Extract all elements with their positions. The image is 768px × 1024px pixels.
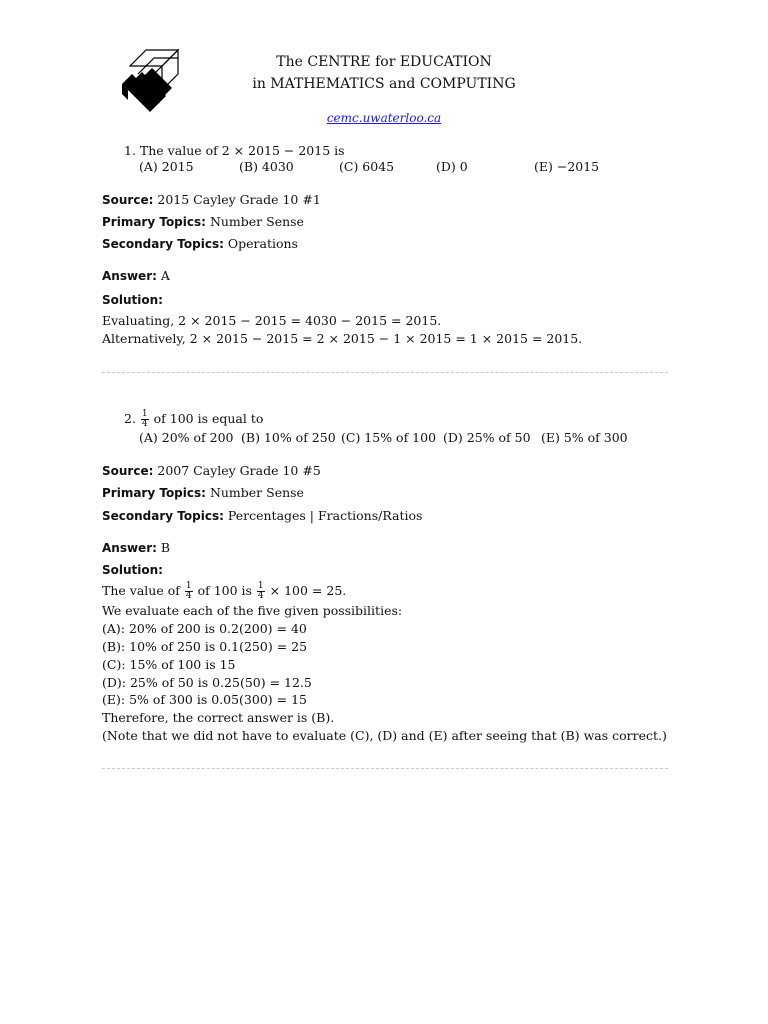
source-value: 2007 Cayley Grade 10 #5 xyxy=(157,463,321,478)
solution-line: (B): 10% of 250 is 0.1(250) = 25 xyxy=(102,639,308,654)
secondary-topics-label: Secondary Topics: xyxy=(102,237,224,251)
option-a: (A) 2015 xyxy=(139,159,194,174)
answer-label: Answer: xyxy=(102,269,157,283)
fraction-denominator: 4 xyxy=(141,419,148,429)
fraction-numerator: 1 xyxy=(257,581,264,591)
answer-value: B xyxy=(160,540,171,555)
source-row xyxy=(102,192,321,207)
option-d: (D) 25% of 50 xyxy=(443,430,531,445)
primary-topics-label: Primary Topics: xyxy=(102,215,206,229)
answer-row xyxy=(102,540,170,555)
problem-2-stem xyxy=(124,410,263,429)
primary-topics-row xyxy=(102,485,304,500)
option-b: (B) 4030 xyxy=(239,159,294,174)
primary-topics-value: Number Sense xyxy=(209,214,304,229)
solution-line: We evaluate each of the five given possibilities: xyxy=(102,603,403,618)
solution-label-row xyxy=(102,562,163,577)
section-divider xyxy=(102,372,668,373)
source-label: Source: xyxy=(102,464,154,478)
option-a: (A) 20% of 200 xyxy=(139,430,234,445)
solution-line: (A): 20% of 200 is 0.2(200) = 40 xyxy=(102,621,307,636)
option-b: (B) 10% of 250 xyxy=(241,430,336,445)
solution-label: Solution: xyxy=(102,563,163,577)
option-d: (D) 0 xyxy=(436,159,468,174)
option-c: (C) 15% of 100 xyxy=(341,430,437,445)
solution-line: Therefore, the correct answer is (B). xyxy=(102,710,335,725)
org-name-line1: The CENTRE for EDUCATION xyxy=(276,54,492,70)
solution-label: Solution: xyxy=(102,293,163,307)
problem-text: of 100 is equal to xyxy=(153,411,264,426)
solution-text: of 100 is xyxy=(197,583,252,598)
section-divider xyxy=(102,768,668,769)
fraction-denominator: 4 xyxy=(257,591,264,601)
solution-line: Alternatively, 2 × 2015 − 2015 = 2 × 2015 − 1 × 2015 = 1 × 2015 = 2015. xyxy=(102,331,583,346)
problem-number: 1. xyxy=(124,143,136,158)
primary-topics-label: Primary Topics: xyxy=(102,486,206,500)
option-e: (E) −2015 xyxy=(534,159,600,174)
solution-label-row xyxy=(102,292,163,307)
problem-number: 2. xyxy=(124,411,136,426)
fraction-denominator: 4 xyxy=(185,591,192,601)
problem-text: The value of 2 × 2015 − 2015 is xyxy=(139,143,345,158)
problem-1-stem xyxy=(124,143,345,158)
source-label: Source: xyxy=(102,193,154,207)
fraction-numerator: 1 xyxy=(141,409,148,419)
fraction-one-quarter xyxy=(257,582,265,601)
source-value: 2015 Cayley Grade 10 #1 xyxy=(157,192,321,207)
primary-topics-row xyxy=(102,214,304,229)
option-e: (E) 5% of 300 xyxy=(541,430,628,445)
solution-line: (Note that we did not have to evaluate (C), (D) and (E) after seeing that (B) was correct.) xyxy=(102,728,667,743)
source-row xyxy=(102,463,321,478)
secondary-topics-value: Percentages | Fractions/Ratios xyxy=(227,508,423,523)
fraction-one-quarter xyxy=(141,410,149,429)
solution-line: (D): 25% of 50 is 0.25(50) = 12.5 xyxy=(102,675,312,690)
fraction-one-quarter xyxy=(185,582,193,601)
fraction-numerator: 1 xyxy=(185,581,192,591)
solution-text: The value of xyxy=(102,583,180,598)
primary-topics-value: Number Sense xyxy=(209,485,304,500)
solution-line: Evaluating, 2 × 2015 − 2015 = 4030 − 2015 = 2015. xyxy=(102,313,442,328)
secondary-topics-row xyxy=(102,236,298,251)
solution-line: (E): 5% of 300 is 0.05(300) = 15 xyxy=(102,692,307,707)
website-link[interactable]: cemc.uwaterloo.ca xyxy=(326,111,442,125)
answer-row xyxy=(102,268,170,283)
solution-text: × 100 = 25. xyxy=(269,583,347,598)
org-name-line2: in MATHEMATICS and COMPUTING xyxy=(252,76,516,92)
solution-line: (C): 15% of 100 is 15 xyxy=(102,657,236,672)
secondary-topics-label: Secondary Topics: xyxy=(102,509,224,523)
secondary-topics-row xyxy=(102,508,422,523)
solution-line xyxy=(102,582,346,601)
answer-label: Answer: xyxy=(102,541,157,555)
answer-value: A xyxy=(160,268,170,283)
secondary-topics-value: Operations xyxy=(227,236,298,251)
option-c: (C) 6045 xyxy=(339,159,395,174)
